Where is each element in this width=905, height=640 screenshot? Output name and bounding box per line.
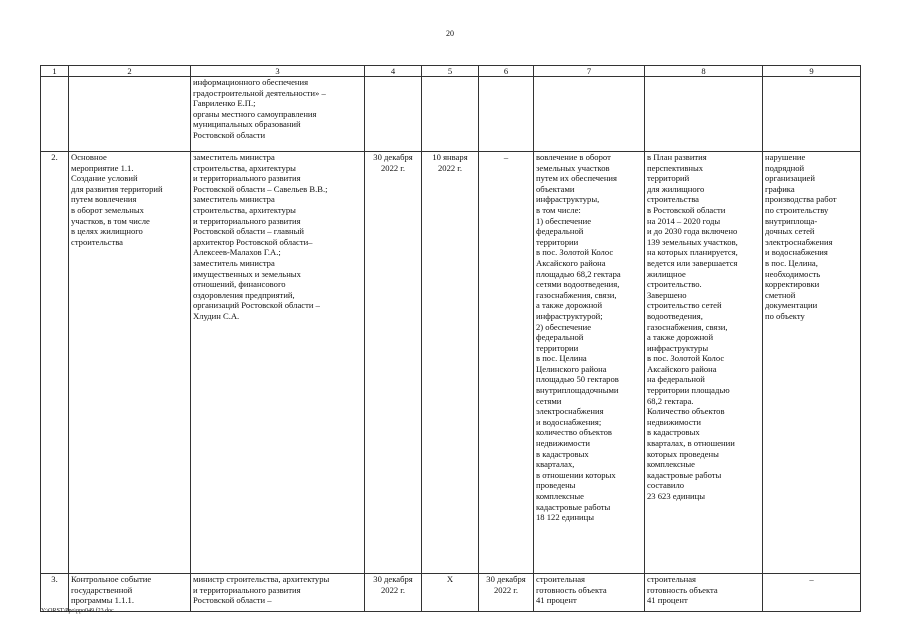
column-header: 7 (534, 66, 645, 77)
column-header: 8 (645, 66, 763, 77)
event-name: Контрольное событие государственной программы 1.1.1. (69, 574, 191, 612)
column-header: 2 (69, 66, 191, 77)
file-path-footer: Y:\ORST\Ppo\ppo049.f23.doc (41, 608, 114, 614)
column-header: 1 (41, 66, 69, 77)
actual-end-date: – (479, 152, 534, 574)
actual-start-date: 10 января 2022 г. (422, 152, 479, 574)
table-row (41, 77, 861, 152)
actual-start-date (422, 77, 479, 152)
event-name: Основное мероприятие 1.1. Создание условий для развития территорий путем вовлечения в оборот земельных участков, в том числе в целях жилищного строительства (69, 152, 191, 574)
actual-result: в План развития перспективных территорий для жилищного строительства в Ростовской области на 2014 – 2020 годы и до 2030 года включено 139 земельных участков, на которых планируется, ведется или завершается жилищное строительство. Завершено строительство сетей водоотведения, газоснабжения, связи, а также дорожной инфраструктуры в пос. Золотой Колос Аксайского района на федеральной территории площадью 68,2 гектара. Количество объектов недвижимости в кадастровых кварталах, в отношении которых проведены комплексные кадастровые работы составило 23 623 единицы (645, 152, 763, 574)
planned-result: вовлечение в оборот земельных участков путем их обеспечения объектами инфраструктуры, в том числе: 1) обеспечение федеральной территории в пос. Золотой Колос Аксайского района площадью 68,2 гектара сетями водоотведения, газоснабжения, связи, а также дорожной инфраструктурой; 2) обеспечение федеральной территории в пос. Целина Целинского района площадью 50 гектаров внутриплощадочными сетями электроснабжения и водоснабжения; количество объектов недвижимости в кадастровых кварталах, в отношении которых проведены комплексные кадастровые работы 18 122 единицы (534, 152, 645, 574)
planned-result (534, 77, 645, 152)
column-header: 9 (763, 66, 861, 77)
risks (763, 77, 861, 152)
column-header: 5 (422, 66, 479, 77)
planned-date (365, 77, 422, 152)
row-number: 3. (41, 574, 69, 612)
risks: нарушение подрядной организацией графика производства работ по строительству внутриплоща- дочных сетей электроснабжения и водоснабжения в пос. Целина, необходимость корректировки сметной документации по объекту (763, 152, 861, 574)
column-header: 4 (365, 66, 422, 77)
actual-end-date (479, 77, 534, 152)
row-number: 2. (41, 152, 69, 574)
planned-date: 30 декабря 2022 г. (365, 574, 422, 612)
column-header-row (41, 66, 861, 77)
responsible-executor: информационного обеспечения градостроительной деятельности» – Гавриленко Е.П.; органы местного самоуправления муниципальных образований Ростовской области (191, 77, 365, 152)
planned-date: 30 декабря 2022 г. (365, 152, 422, 574)
column-header: 6 (479, 66, 534, 77)
page-number: 20 (446, 29, 454, 38)
event-name (69, 77, 191, 152)
responsible-executor: министр строительства, архитектуры и территориального развития Ростовской области – (191, 574, 365, 612)
actual-result (645, 77, 763, 152)
actual-result: строительная готовность объекта 41 процент (645, 574, 763, 612)
risks: – (763, 574, 861, 612)
responsible-executor: заместитель министра строительства, архитектуры и территориального развития Ростовской области – Савельев В.В.; заместитель министра строительства, архитектуры и территориального развития Ростовской области – главный архитектор Ростовской области– Алексеев-Малахов Г.А.; заместитель министра имущественных и земельных отношений, финансового оздоровления предприятий, организаций Ростовской области – Хлудин С.А. (191, 152, 365, 574)
events-table (40, 65, 861, 612)
row-number (41, 77, 69, 152)
actual-start-date: Х (422, 574, 479, 612)
table-row (41, 152, 861, 574)
column-header: 3 (191, 66, 365, 77)
actual-end-date: 30 декабря 2022 г. (479, 574, 534, 612)
table-row (41, 574, 861, 612)
planned-result: строительная готовность объекта 41 процент (534, 574, 645, 612)
